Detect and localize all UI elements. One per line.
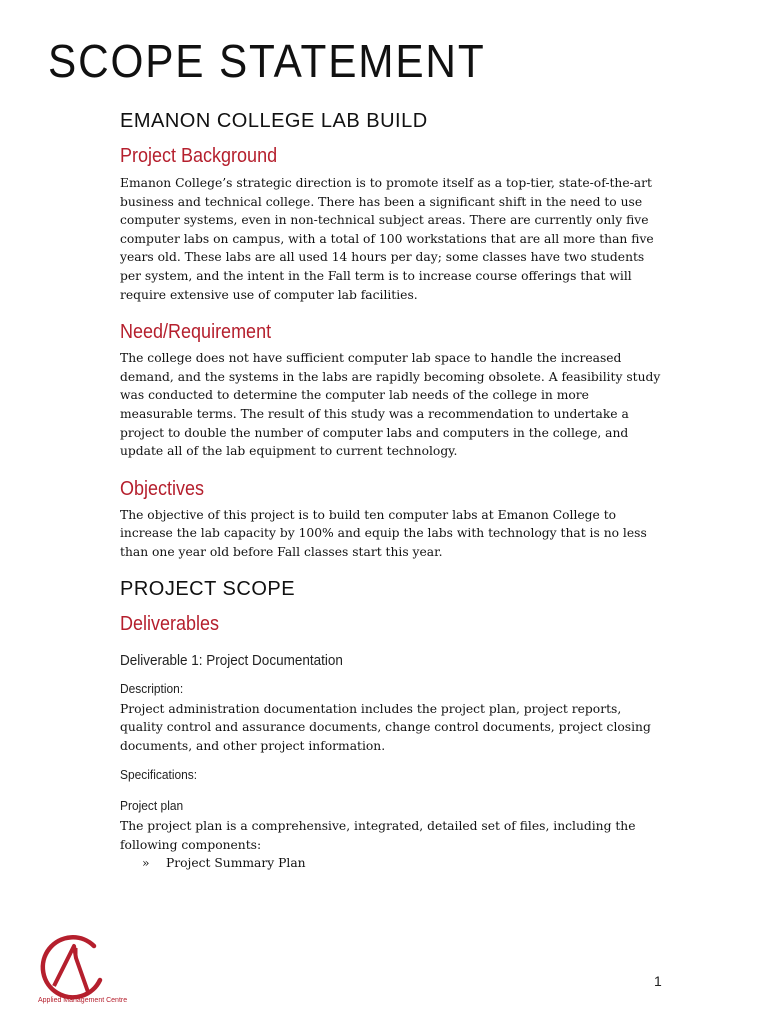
specifications-label: Specifications: bbox=[120, 767, 198, 783]
document-content bbox=[120, 110, 665, 872]
document-title: SCOPE STATEMENT bbox=[48, 35, 486, 87]
bullet-text: Project Summary Plan bbox=[166, 856, 306, 871]
deliverable-1-title: Deliverable 1: Project Documentation bbox=[120, 651, 343, 669]
paragraph-description: Project administration documentation includes the project plan, project reports, quality control and assurance documents, change control documents, project closing documents, and other project information. bbox=[120, 701, 651, 753]
bullet-mark: » bbox=[142, 856, 150, 871]
section-heading-lab-build: EMANON COLLEGE LAB BUILD bbox=[120, 110, 428, 132]
heading-need-requirement: Need/Requirement bbox=[120, 321, 272, 344]
page-number: 1 bbox=[654, 973, 662, 989]
paragraph-objectives: The objective of this project is to build ten computer labs at Emanon College to increase the lab capacity by 100% and equip the labs with technology that is no less than one year old before Fall classes start this year. bbox=[120, 507, 647, 559]
project-plan-label: Project plan bbox=[120, 798, 184, 814]
logo-caption: Applied Management Centre bbox=[38, 997, 128, 1004]
company-logo bbox=[36, 928, 116, 1018]
bullet-item bbox=[120, 854, 665, 872]
heading-deliverables: Deliverables bbox=[120, 612, 220, 635]
description-label: Description: bbox=[120, 680, 184, 696]
paragraph-need-requirement: The college does not have sufficient computer lab space to handle the increased demand, and the systems in the labs are rapidly becoming obsolete. A feasibility study was conducted to determine the computer lab needs of the college in more measurable terms. The result of this study was a recommendation to undertake a project to double the number of computer labs and computers in the college, and update all of the lab equipment to current technology. bbox=[120, 351, 661, 459]
heading-project-background: Project Background bbox=[120, 145, 278, 167]
heading-objectives: Objectives bbox=[120, 477, 205, 500]
paragraph-project-plan: The project plan is a comprehensive, integrated, detailed set of files, including the following components: bbox=[120, 819, 636, 852]
section-heading-project-scope: PROJECT SCOPE bbox=[120, 577, 296, 600]
paragraph-project-background: Emanon College’s strategic direction is to promote itself as a top-tier, state-of-the-art business and technical college. There has been a significant shift in the need to use computer systems, even in non-technical subject areas. There are currently only five computer labs on campus, with a total of 100 workstations that are all more than five years old. These labs are all used 14 hours per day; some classes have two students per system, and the intent in the Fall term is to increase course offerings that will require extensive use of computer lab facilities. bbox=[120, 176, 654, 302]
